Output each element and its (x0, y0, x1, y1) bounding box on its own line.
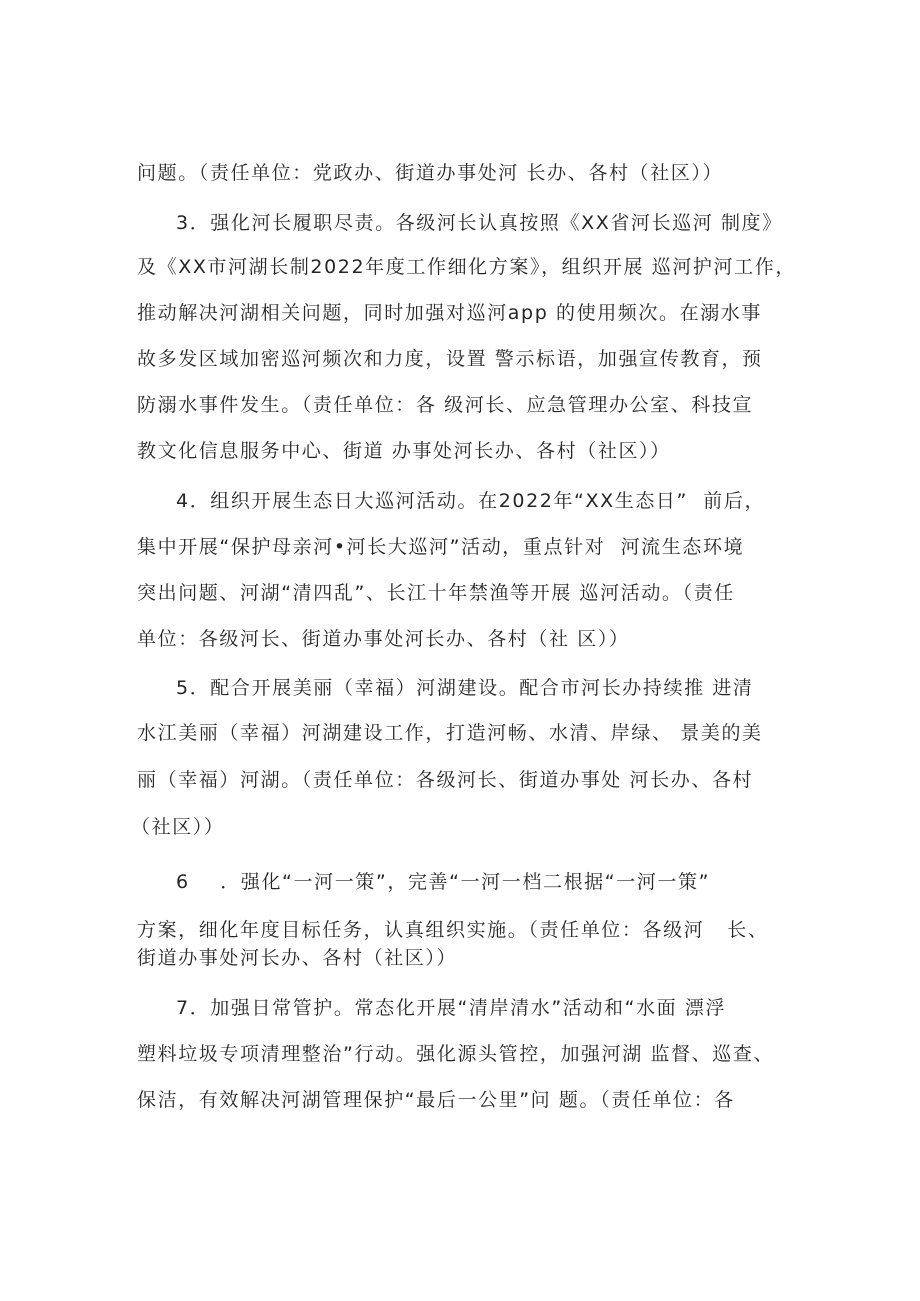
text-line-13: 水江美丽（幸福）河湖建设工作，打造河畅、水清、岸绿、 景美的美 (137, 722, 763, 744)
text-line-1: 问题。（责任单位：党政办、街道办事处河 长办、各村（社区）） (137, 162, 724, 184)
text-line-21: 保洁，有效解决河湖管理保护“最后一公里”问 题。（责任单位：各 (137, 1089, 735, 1111)
text-line-5: 故多发区域加密巡河频次和力度，设置 警示标语，加强宣传教育，预 (137, 348, 763, 370)
text-line-16: 6 ．强化“一河一策”，完善“一河一档二根据“一河一策” (176, 871, 711, 893)
text-line-15: （社区）） (131, 816, 225, 838)
text-line-8: 4．组织开展生态日大巡河活动。在2022年“XX生态日” 前后， (176, 490, 766, 512)
text-line-10: 突出问题、河湖“清四乱”、长江十年禁渔等开展 巡河活动。（责任 (137, 582, 735, 604)
text-line-18: 街道办事处河长办、各村（社区）） (137, 947, 458, 969)
text-line-11: 单位：各级河长、街道办事处河长办、各村（社 区）） (137, 628, 630, 650)
text-line-3: 及《XX市河湖长制2022年度工作细化方案》，组织开展 巡河护河工作， (137, 256, 796, 278)
text-line-6: 防溺水事件发生。（责任单位：各 级河长、应急管理办公室、科技宣 (137, 394, 754, 416)
text-line-9: 集中开展“保护母亲河•河长大巡河”活动，重点针对 河流生态环境 (137, 536, 745, 558)
text-line-2: 3．强化河长履职尽责。各级河长认真按照《XX省河长巡河 制度》 (176, 212, 783, 234)
text-line-20: 塑料垃圾专项清理整治”行动。强化源头管控，加强河湖 监督、巡查、 (137, 1043, 775, 1065)
text-line-4: 推动解决河湖相关问题，同时加强对巡河app 的使用频次。在溺水事 (137, 302, 763, 324)
text-line-12: 5．配合开展美丽（幸福）河湖建设。配合市河长办持续推 进清 (176, 677, 754, 699)
text-line-19: 7．加强日常管护。常态化开展“清岸清水”活动和“水面 漂浮 (176, 997, 727, 1019)
text-line-14: 丽（幸福）河湖。（责任单位：各级河长、街道办事处 河长办、各村 (137, 769, 754, 791)
text-line-7: 教文化信息服务中心、街道 办事处河长办、各村（社区）） (137, 440, 671, 462)
text-line-17: 方案，细化年度目标任务，认真组织实施。（责任单位：各级河 长、 (137, 919, 769, 941)
